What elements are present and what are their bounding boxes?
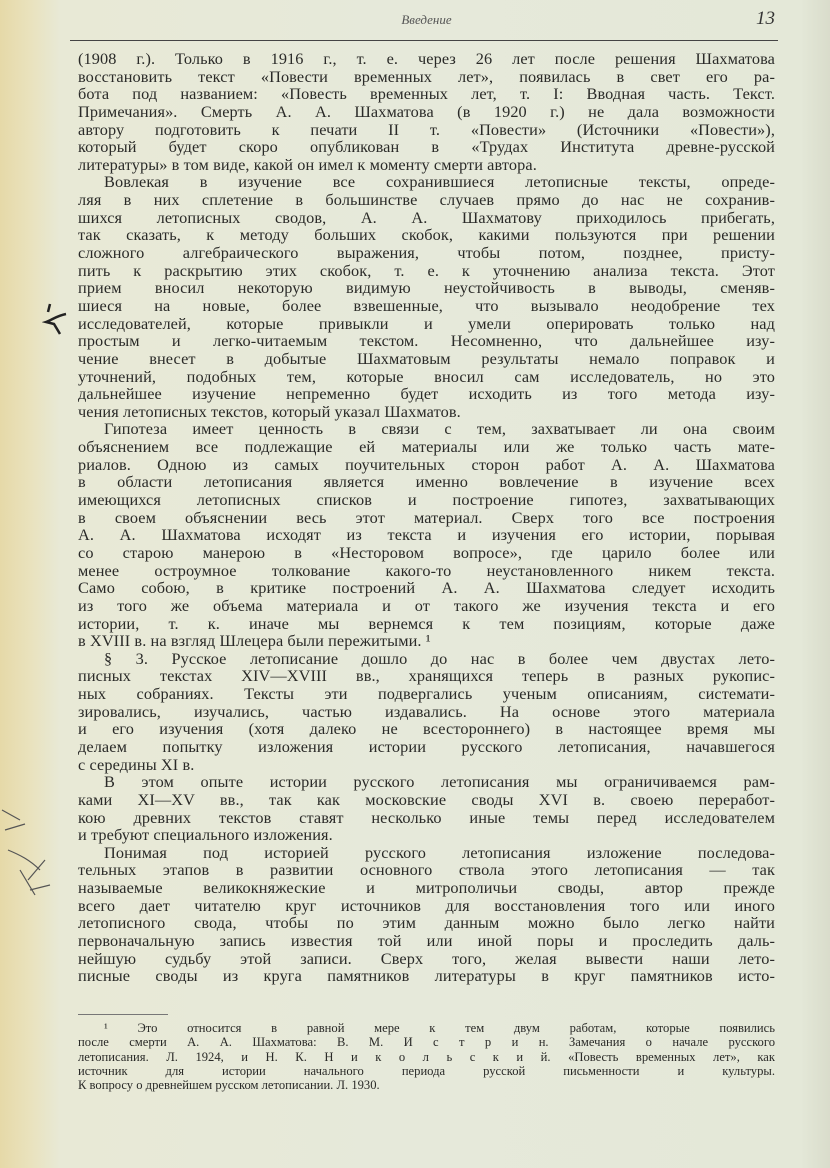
paragraph [78, 773, 775, 844]
text-line: сложного алгебраического выражения, чтобы потом, позднее, присту- [78, 243, 775, 263]
footnote-line: летописания. Л. 1924, и Н. К. Н и к о л ь с к и й. «Повесть временных лет», как [78, 1049, 775, 1064]
text-line: дальнейшее изучение непременно будет исходить из того метода изу- [78, 384, 775, 404]
text-line: менее остроумное толкование какого-то неустановленного никем текста. [78, 560, 775, 580]
text-line: со старою манерою в «Несторовом вопросе», где царило более или [78, 542, 775, 562]
text-line: уточнений, подобных тем, которые вносил сам исследователь, но это [78, 366, 775, 386]
text-line: в XVIII в. на взгляд Шлецера были пережитыми. ¹ [78, 631, 431, 651]
text-line: Вовлекая в изучение все сохранившиеся летописные тексты, опреде- [104, 172, 775, 192]
text-line: бота под названием: «Повесть временных лет, т. I: Вводная часть. Текст. [78, 84, 775, 104]
paragraph [78, 844, 775, 985]
footnote-line: источник для истории начального периода русской письменности и культуры. [78, 1063, 775, 1078]
pencil-mark-icon [42, 300, 72, 340]
running-header [78, 8, 775, 38]
text-line: и его изучения (хотя далеко не всестороннего) в настоящее время мы [78, 719, 775, 739]
text-line: Примечания». Смерть А. А. Шахматова (в 1920 г.) не дала возможности [78, 101, 775, 121]
text-line: прием вносил некоторую видимую неустойчивость в выводы, сменяв- [78, 278, 775, 298]
main-text [78, 50, 775, 985]
text-line: Гипотеза имеет ценность в связи с тем, захватывает ли она своим [104, 419, 775, 439]
footnote-line: после смерти А. А. Шахматова: В. М. И с т р и н. Замечания о начале русского [78, 1035, 775, 1050]
text-line: который будет скоро опубликован в «Трудах Института древне-русской [78, 137, 775, 157]
text-line: в своем объяснении весь этот материал. Сверх того все построения [78, 507, 775, 527]
text-line: в области летописания является именно вовлечение в изучение всех [78, 472, 775, 492]
text-line: кою древних текстов ставят несколько иные темы перед исследователем [78, 807, 775, 827]
text-line: исследователей, которые привыкли и умели оперировать только над [78, 313, 775, 333]
footnote-line: ¹ Это относится в равной мере к тем двум работам, которые появились [104, 1021, 775, 1035]
text-line: так сказать, к методу больших скобок, какими пользуются при решении [78, 225, 775, 245]
text-line: называемые великокняжеские и митрополичьи своды, автор прежде [78, 878, 775, 898]
text-line: литературы» в том виде, какой он имел к моменту смерти автора. [78, 154, 537, 174]
text-line: истории, т. к. иначе мы вернемся к тем позициям, которые даже [78, 613, 775, 633]
running-title: Введение [401, 12, 452, 27]
text-line: В этом опыте истории русского летописания мы ограничиваемся рам- [104, 772, 775, 792]
footnote [78, 1021, 775, 1092]
text-line: первоначальную запись известия той или иной поры и проследить даль- [78, 931, 775, 951]
footnote-rule [78, 1014, 168, 1015]
text-line: (1908 г.). Только в 1916 г., т. е. через 26 лет после решения Шахматова [78, 49, 775, 68]
text-line: ных собраниях. Тексты эти подвергались ученым описаниям, системати- [78, 684, 775, 704]
text-line: ками XI—XV вв., так как московские своды XVI в. своею переработ- [78, 789, 775, 809]
paragraph [78, 50, 775, 173]
footnote-line: К вопросу о древнейшем русском летописании. Л. 1930. [78, 1078, 380, 1093]
text-line: писных текстах XIV—XVIII вв., хранящихся теперь в разных рукопис- [78, 666, 775, 686]
text-line: риалов. Одною из самых поучительных сторон работ А. А. Шахматова [78, 454, 775, 474]
page-number: 13 [756, 8, 775, 29]
text-line: автору подготовить к печати II т. «Повести» (Источники «Повести»), [78, 119, 775, 139]
text-line: шиеся на новые, более взвешенные, что вызывало неодобрение тех [78, 295, 775, 315]
text-line: всего дает читателю круг источников для восстановления того или иного [78, 895, 775, 915]
text-line: и требуют специального изложения. [78, 825, 333, 845]
paragraph [78, 650, 775, 773]
text-line: пить к раскрытию этих скобок, т. е. к уточнению анализа текста. Этот [78, 260, 775, 280]
text-line: из того же объема материала и от такого же изучения текста и его [78, 595, 775, 615]
text-line: Понимая под историей русского летописания изложение последова- [104, 842, 775, 862]
text-line: Само собою, в критике построений А. А. Шахматова следует исходить [78, 578, 775, 598]
paragraph [78, 173, 775, 420]
text-line: объяснением все подлежащие ей материалы или же только часть мате- [78, 437, 775, 457]
text-line: восстановить текст «Повести временных лет», появилась в свет его ра- [78, 66, 775, 86]
text-line: нейшую судьбу этой записи. Сверх того, желая вывести наши лето- [78, 948, 775, 968]
text-line: зировались, изучались, частью издавались. На основе этого материала [78, 701, 775, 721]
text-line: с середины XI в. [78, 754, 195, 774]
text-line: тельных этапов в развитии основного ствола этого летописания — так [78, 860, 775, 880]
text-line: чение внесет в добытые Шахматовым результаты немало поправок и [78, 348, 775, 368]
text-line: А. А. Шахматова исходят из текста и изучения его истории, порывая [78, 525, 775, 545]
text-line: простым и легко-читаемым текстом. Несомненно, что дальнейшее изу- [78, 331, 775, 351]
text-line: делаем попытку изложения истории русского летописания, начавшегося [78, 736, 775, 756]
header-rule [70, 40, 778, 41]
text-line: шихся летописных сводов, А. А. Шахматову приходилось прибегать, [78, 207, 775, 227]
text-line: ляя в них сплетение в большинстве случаев прямо до нас не сохранив- [78, 190, 775, 210]
text-line: писные своды из круга памятников литературы в круг памятников исто- [78, 966, 775, 986]
text-line: имеющихся летописных списков и построение гипотез, захватывающих [78, 490, 775, 510]
text-line: летописного свода, чтобы по этим данным можно было легко найти [78, 913, 775, 933]
text-line: § 3. Русское летописание дошло до нас в более чем двустах лето- [104, 648, 775, 668]
text-line: чения летописных текстов, который указал Шахматов. [78, 401, 461, 421]
paragraph [78, 420, 775, 649]
margin-scribble-icon [0, 800, 60, 910]
